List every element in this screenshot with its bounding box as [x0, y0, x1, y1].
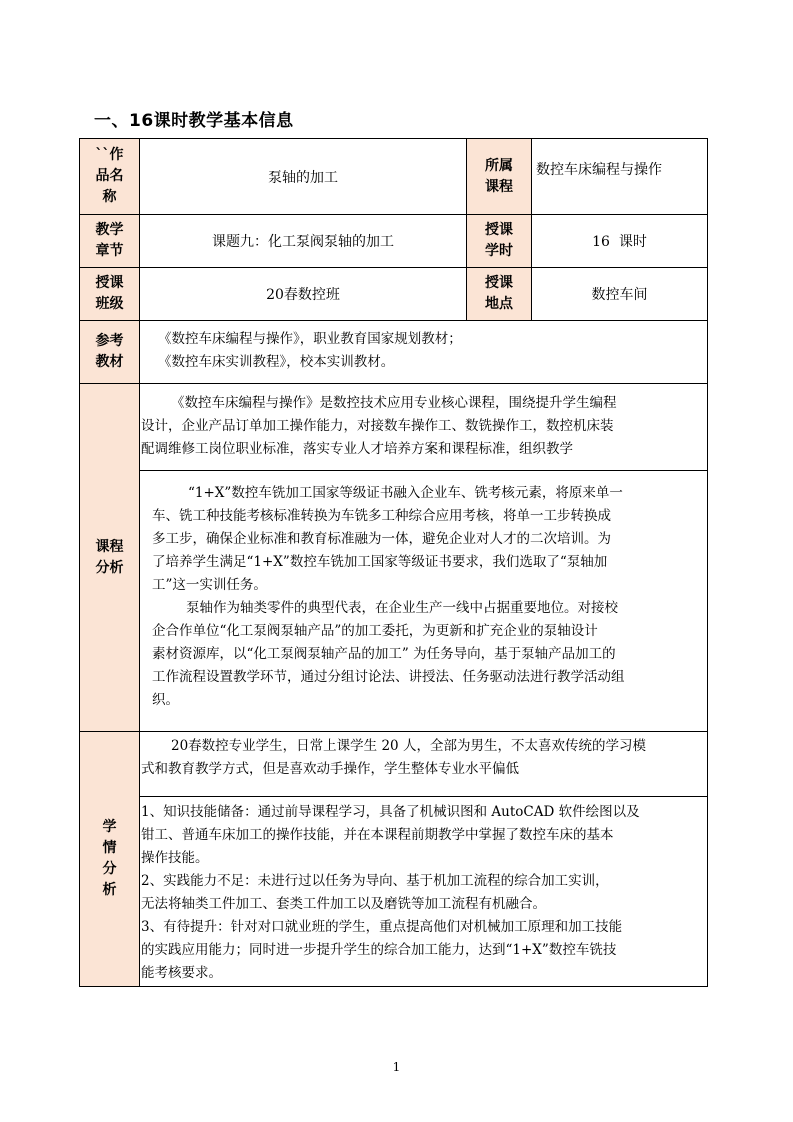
paragraph-line: 《数控车床编程与操作》是数控技术应用专业核心课程，围绕提升学生编程: [171, 395, 617, 411]
chapter-label-line: 教学: [95, 222, 124, 238]
paragraph-line: 配调维修工岗位职业标准，落实专业人才培养方案和课程标准，组织教学: [141, 441, 573, 457]
student-label-line: 析: [102, 882, 117, 898]
paragraph-line: 钳工、普通车床加工的操作技能，并在本课程前期教学中掌握了数控车床的基本: [141, 827, 614, 843]
paragraph-line: 无法将轴类工件加工、套类工件加工以及磨铣等加工流程有机融合。: [141, 896, 546, 912]
paragraph-line: “1+X”数控车铣加工国家等级证书融入企业车、铣考核元素，将原来单一: [188, 485, 623, 501]
paragraph-line: 能考核要求。: [141, 965, 222, 981]
work-name-label-line: ``作: [95, 147, 124, 163]
student-label-line: 分: [102, 861, 117, 877]
paragraph-line: 织。: [152, 692, 179, 708]
textbook-label: [79, 320, 140, 384]
chapter-label-line: 章节: [95, 243, 124, 259]
course-analysis-label-line: 课程: [95, 538, 124, 555]
course-value: 数控车床编程与操作: [536, 162, 662, 178]
paragraph-line: 操作技能。: [141, 850, 209, 866]
course-analysis-label-line: 分析: [95, 559, 124, 576]
student-analysis-label: [79, 731, 140, 987]
place-value: 数控车间: [591, 287, 648, 303]
section-heading: 一、16课时教学基本信息: [94, 111, 294, 131]
hours-label-line: 学时: [485, 243, 513, 259]
work-name-label-line: 称: [102, 189, 117, 205]
paragraph-line: 泵轴作为轴类零件的典型代表，在企业生产一线中占据重要地位。对接校: [186, 600, 618, 616]
paragraph-line: 工作流程设置教学环节，通过分组讨论法、讲授法、任务驱动法进行教学活动组: [152, 669, 625, 685]
paragraph-line: 20春数控专业学生，日常上课学生 20 人，全部为男生，不太喜欢传统的学习模: [171, 738, 646, 754]
student-analysis-block-1: [139, 731, 708, 797]
paragraph-line: 式和教育教学方式，但是喜欢动手操作，学生整体专业水平偏低: [141, 761, 519, 777]
textbook-value-cell: [139, 320, 708, 384]
chapter-value-cell: [139, 214, 467, 268]
place-label-line: 地点: [485, 296, 513, 312]
hours-label: [466, 214, 532, 268]
paragraph-line: 企合作单位“化工泵阀泵轴产品”的加工委托，为更新和扩充企业的泵轴设计: [152, 623, 598, 639]
course-analysis-block-2: [139, 470, 708, 732]
work-name-value-cell: [139, 138, 467, 215]
class-value-cell: [139, 267, 467, 321]
textbook-line: 《数控车床编程与操作》，职业教育国家规划教材；: [158, 331, 462, 347]
textbook-line: 《数控车床实训教程》，校本实训教材。: [158, 354, 395, 370]
paragraph-line: 素材资源库，以“化工泵阀泵轴产品的加工” 为任务导向，基于泵轴产品加工的: [152, 646, 616, 662]
place-label-line: 授课: [485, 275, 513, 291]
paragraph-line: 1、知识技能储备：通过前导课程学习，具备了机械识图和 AutoCAD 软件绘图以及: [141, 804, 640, 820]
paragraph-line: 了培养学生满足“1+X”数控车铣加工国家等级证书要求，我们选取了“泵轴加: [152, 554, 608, 570]
work-name-label-line: 品名: [95, 168, 124, 184]
chapter-label: [79, 214, 140, 268]
hours-value-cell: [531, 214, 708, 268]
paragraph-line: 多工步，确保企业标准和教育标准融为一体，避免企业对人才的二次培训。为: [152, 531, 611, 547]
textbook-label-line: 教材: [95, 354, 124, 370]
place-value-cell: [531, 267, 708, 321]
work-name-label: [79, 138, 140, 215]
class-label: [79, 267, 140, 321]
textbook-label-line: 参考: [95, 333, 124, 349]
paragraph-line: 工”这一实训任务。: [152, 577, 267, 593]
course-analysis-block-1: [139, 383, 708, 471]
page-number: 1: [392, 1060, 401, 1074]
student-label-line: 学: [102, 819, 117, 835]
paragraph-line: 3、有待提升：针对对口就业班的学生，重点提高他们对机械加工原理和加工技能: [141, 919, 623, 935]
paragraph-line: 设计，企业产品订单加工操作能力，对接数车操作工、数铣操作工，数控机床装: [141, 418, 614, 434]
course-label-line: 课程: [485, 178, 513, 195]
class-label-line: 授课: [95, 275, 124, 291]
hours-value: 16 课时: [592, 234, 647, 250]
work-name-value: 泵轴的加工: [268, 169, 338, 186]
student-analysis-block-2: [139, 796, 708, 987]
course-value-cell: [531, 138, 708, 215]
class-value: 20春数控班: [266, 287, 340, 303]
course-analysis-label: [79, 383, 140, 732]
course-label: [466, 138, 532, 215]
hours-label-line: 授课: [485, 222, 513, 238]
paragraph-line: 车、铣工种技能考核标准转换为车铣多工种综合应用考核，将单一工步转换成: [152, 508, 611, 524]
student-label-line: 情: [102, 840, 117, 856]
place-label: [466, 267, 532, 321]
class-label-line: 班级: [95, 296, 124, 312]
paragraph-line: 2、实践能力不足：未进行过以任务为导向、基于机加工流程的综合加工实训，: [141, 873, 609, 889]
course-label-line: 所属: [485, 157, 513, 174]
chapter-value: 课题九：化工泵阀泵轴的加工: [212, 234, 394, 250]
paragraph-line: 的实践应用能力；同时进一步提升学生的综合加工能力，达到“1+X”数控车铣技: [141, 942, 617, 958]
